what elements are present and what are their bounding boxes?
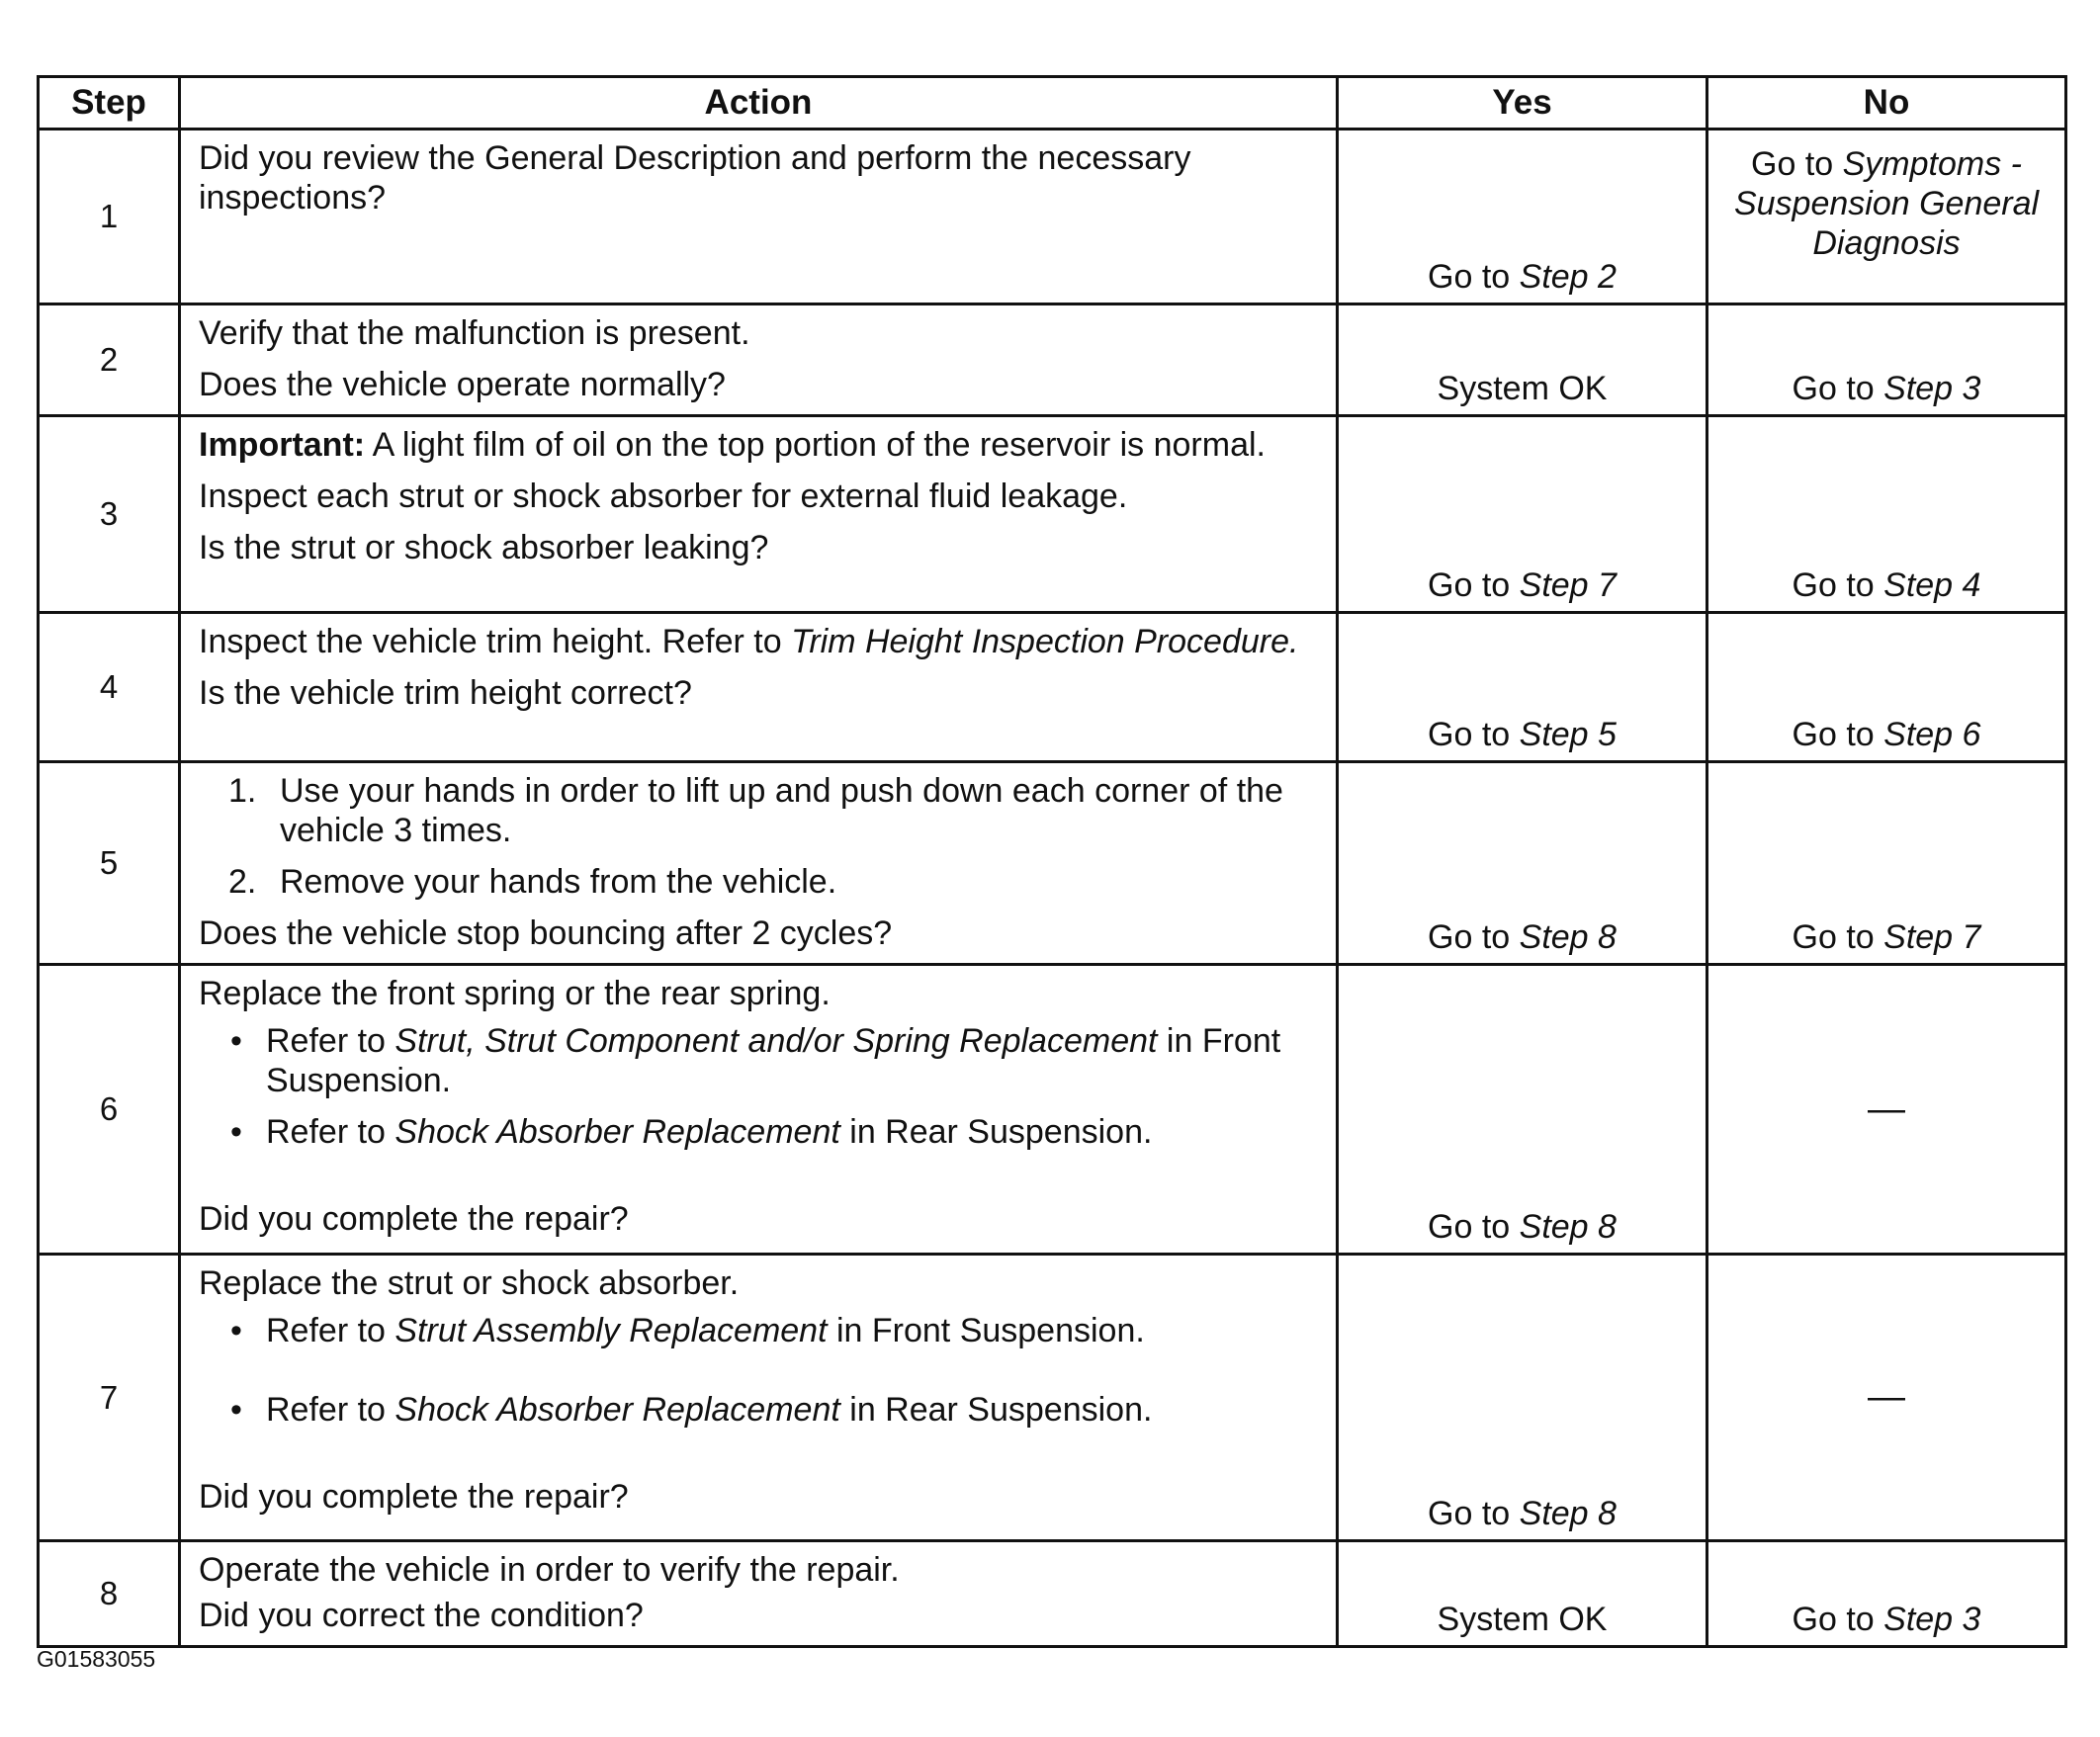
table-row-step-5 [39,762,2066,965]
trim-height-procedure-link[interactable]: Trim Height Inspection Procedure. [791,623,1299,660]
no-cell [1707,965,2066,1255]
substep-number: 1. [228,772,257,810]
table-row-step-1 [39,130,2066,304]
yes-cell [1338,1255,1707,1541]
yes-result: System OK [1437,370,1608,407]
list-item [199,1112,1314,1152]
yes-step-link[interactable]: Step 8 [1519,1495,1617,1532]
yes-prefix: Go to [1428,258,1520,296]
no-prefix: Go to [1751,145,1843,183]
action-question: Does the vehicle operate normally? [199,366,726,403]
step-number: 6 [39,965,180,1255]
ref-suffix: in Front Suspension. [266,1022,1281,1099]
substep-list [199,771,1314,902]
header-yes: Yes [1338,77,1707,130]
yes-step-link[interactable]: Step 8 [1519,1208,1617,1246]
action-instruction [199,622,1314,661]
bullet-icon: • [230,1113,242,1151]
no-diagnosis-link[interactable]: Symptoms - Suspension General Diagnosis [1733,145,2040,262]
table-row-step-8 [39,1541,2066,1647]
action-cell [180,1541,1338,1647]
action-question: Does the vehicle stop bouncing after 2 cycles? [199,914,893,952]
yes-step-link[interactable]: Step 5 [1519,716,1617,753]
ref-prefix: Refer to [266,1312,395,1349]
no-prefix: Go to [1792,1601,1884,1638]
yes-cell [1338,130,1707,304]
yes-prefix: Go to [1428,1208,1520,1246]
step-number: 1 [39,130,180,304]
yes-step-link[interactable]: Step 7 [1519,566,1617,604]
action-question: Did you complete the repair? [199,1478,629,1516]
ref-suffix: in Front Suspension. [827,1312,1145,1349]
action-instruction: Operate the vehicle in order to verify the repair. [199,1551,900,1589]
no-cell [1707,130,2066,304]
action-question: Did you review the General Description and perform the necessary inspections? [199,139,1191,217]
yes-cell [1338,416,1707,613]
bullet-icon: • [230,1391,242,1429]
yes-result: System OK [1437,1601,1608,1638]
action-cell [180,304,1338,416]
important-label: Important: [199,426,366,464]
action-cell [180,1255,1338,1541]
action-cell [180,762,1338,965]
table-header-row [39,77,2066,130]
yes-prefix: Go to [1428,1495,1520,1532]
no-step-link[interactable]: Step 6 [1883,716,1981,753]
action-cell [180,416,1338,613]
no-cell [1707,1541,2066,1647]
action-cell [180,130,1338,304]
action-cell [180,613,1338,762]
table-row-step-2 [39,304,2066,416]
list-item [199,862,1314,902]
action-instruction: Verify that the malfunction is present. [199,314,750,352]
yes-cell [1338,1541,1707,1647]
instruction-prefix: Inspect the vehicle trim height. Refer to [199,623,792,660]
no-step-link[interactable]: Step 3 [1883,370,1981,407]
figure-id: G01583055 [37,1646,156,1672]
yes-prefix: Go to [1428,716,1520,753]
no-prefix: Go to [1792,566,1884,604]
action-instruction: Replace the front spring or the rear spring. [199,975,831,1012]
yes-cell [1338,762,1707,965]
step-number: 8 [39,1541,180,1647]
important-note [199,425,1314,465]
yes-prefix: Go to [1428,566,1520,604]
no-cell [1707,613,2066,762]
action-question: Did you complete the repair? [199,1200,629,1238]
ref-suffix: in Rear Suspension. [839,1113,1153,1151]
list-item [199,771,1314,850]
no-cell [1707,416,2066,613]
action-question: Did you correct the condition? [199,1597,644,1634]
reference-list [199,1311,1314,1430]
shock-absorber-replacement-link[interactable]: Shock Absorber Replacement [394,1391,840,1429]
table-row-step-7 [39,1255,2066,1541]
table-row-step-4 [39,613,2066,762]
substep-text: Remove your hands from the vehicle. [280,863,837,901]
list-item [199,1390,1314,1430]
yes-step-link[interactable]: Step 8 [1519,918,1617,956]
ref-prefix: Refer to [266,1391,395,1429]
no-cell [1707,1255,2066,1541]
yes-cell [1338,613,1707,762]
header-no: No [1707,77,2066,130]
substep-number: 2. [228,863,257,901]
step-number: 7 [39,1255,180,1541]
step-number: 3 [39,416,180,613]
bullet-icon: • [230,1312,242,1349]
header-step: Step [39,77,180,130]
important-text: A light film of oil on the top portion of the reservoir is normal. [365,426,1266,464]
action-question: Is the vehicle trim height correct? [199,674,692,712]
action-cell [180,965,1338,1255]
yes-cell [1338,304,1707,416]
shock-absorber-replacement-link[interactable]: Shock Absorber Replacement [394,1113,840,1151]
no-step-link[interactable]: Step 7 [1883,918,1981,956]
reference-list [199,1021,1314,1152]
no-prefix: Go to [1792,918,1884,956]
list-item [199,1311,1314,1350]
no-prefix: Go to [1792,370,1884,407]
no-step-link[interactable]: Step 3 [1883,1601,1981,1638]
ref-prefix: Refer to [266,1113,395,1151]
no-step-link[interactable]: Step 4 [1883,566,1981,604]
no-prefix: Go to [1792,716,1884,753]
ref-suffix: in Rear Suspension. [839,1391,1153,1429]
substep-text: Use your hands in order to lift up and push down each corner of the vehicle 3 times. [280,772,1283,849]
yes-prefix: Go to [1428,918,1520,956]
header-action: Action [180,77,1338,130]
step-number: 5 [39,762,180,965]
strut-assembly-replacement-link[interactable]: Strut Assembly Replacement [394,1312,828,1349]
action-instruction: Inspect each strut or shock absorber for external fluid leakage. [199,478,1128,515]
step-number: 2 [39,304,180,416]
action-question: Is the strut or shock absorber leaking? [199,529,769,566]
step-number: 4 [39,613,180,762]
yes-step-link[interactable]: Step 2 [1519,258,1617,296]
no-dash: — [1868,1087,1905,1130]
table-row-step-3 [39,416,2066,613]
yes-cell [1338,965,1707,1255]
strut-spring-replacement-link[interactable]: Strut, Strut Component and/or Spring Replacement [394,1022,1158,1060]
list-item [199,1021,1314,1100]
bullet-icon: • [230,1022,242,1060]
table-row-step-6 [39,965,2066,1255]
no-dash: — [1868,1376,1905,1418]
action-instruction: Replace the strut or shock absorber. [199,1264,740,1302]
no-cell [1707,762,2066,965]
diagnostic-table [37,75,2067,1648]
ref-prefix: Refer to [266,1022,395,1060]
no-cell [1707,304,2066,416]
